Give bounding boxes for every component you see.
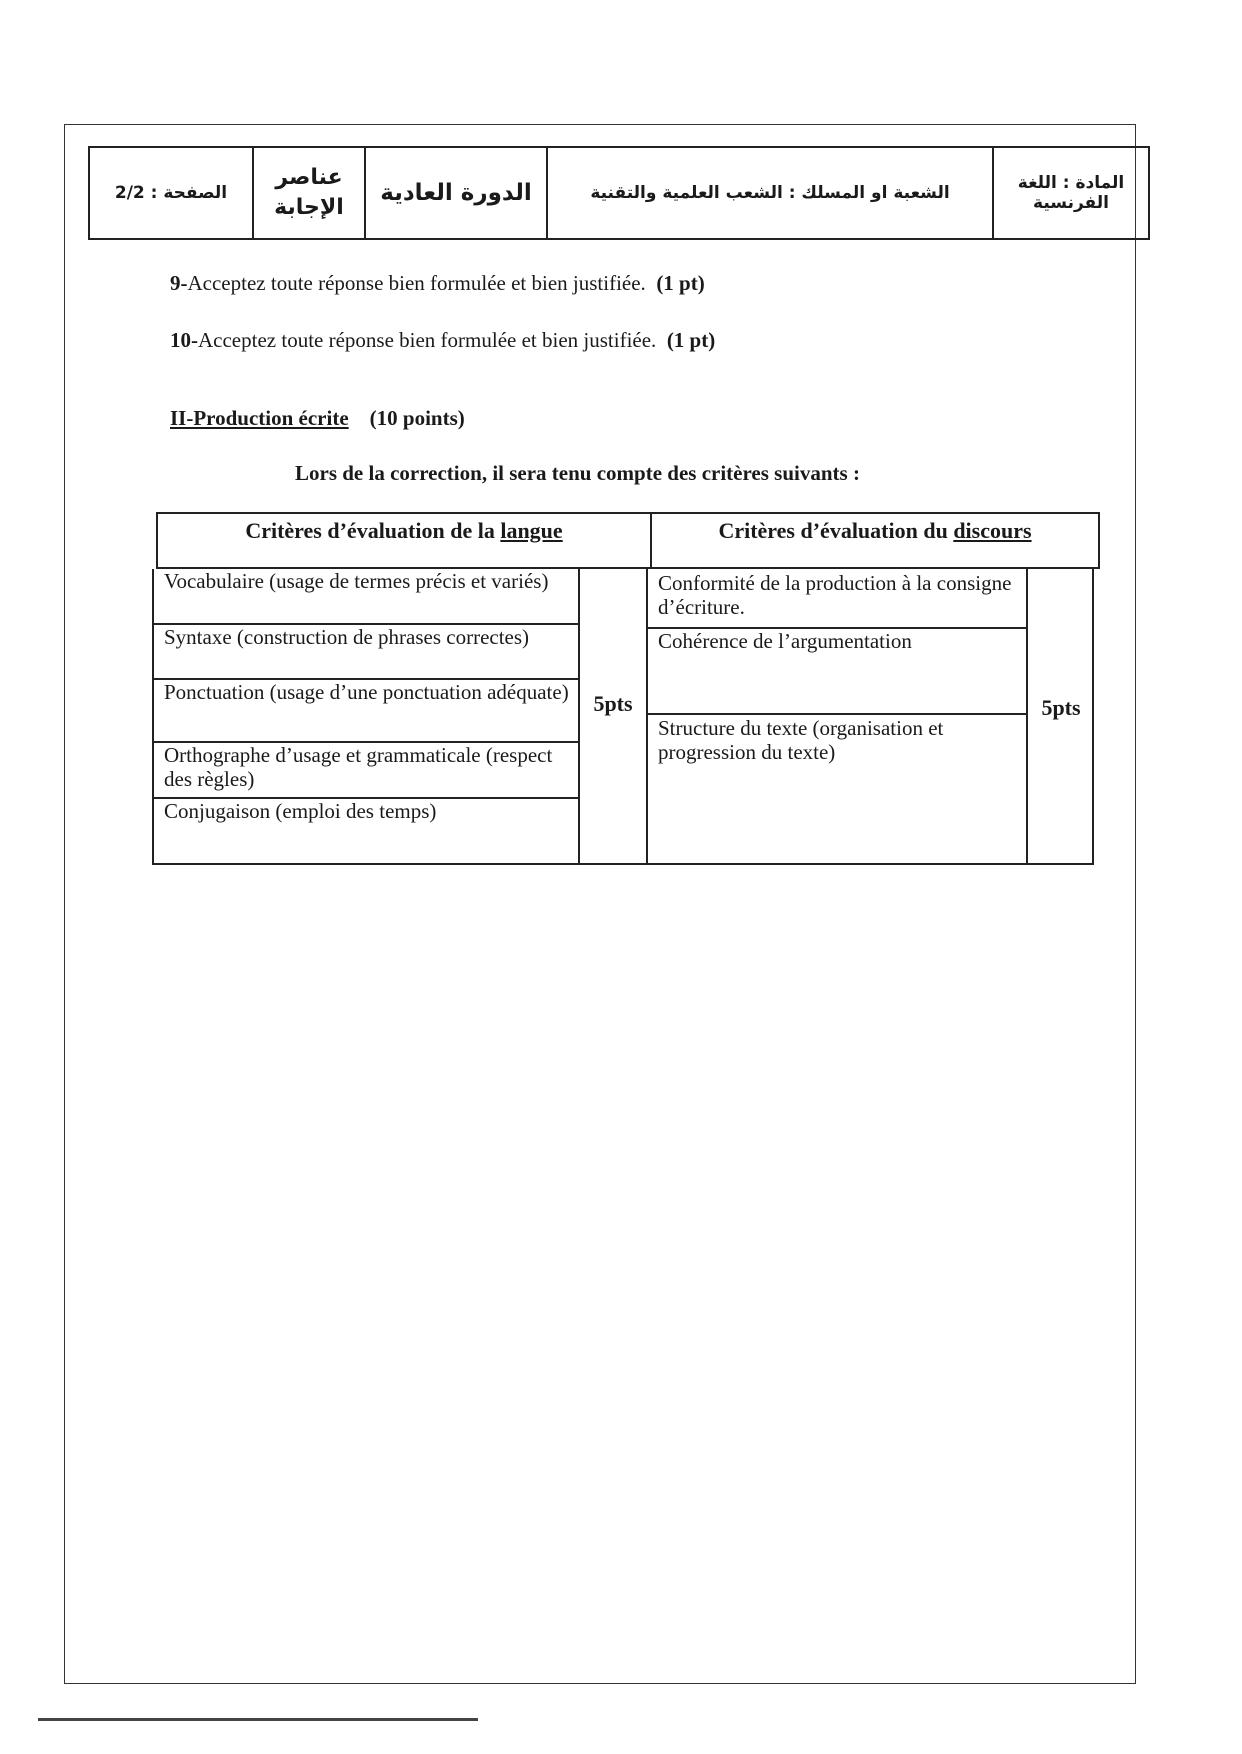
answer-q10-number: 10- — [170, 328, 198, 352]
criteria-orthographe: Orthographe d’usage et grammaticale (respect des règles) — [164, 743, 553, 791]
header-subject: المادة : اللغة الفرنسية — [993, 147, 1149, 239]
discours-criteria-body — [646, 569, 1094, 865]
discours-criteria-header — [650, 512, 1100, 569]
criteria-conformite: Conformité de la production à la consigne d’écriture. — [658, 571, 1012, 619]
criteria-structure: Structure du texte (organisation et progression du texte) — [658, 716, 944, 764]
answer-q10-text: Acceptez toute réponse bien formulée et bien justifiée. — [198, 328, 657, 352]
row-divider — [648, 713, 1026, 715]
criteria-ponctuation: Ponctuation (usage d’une ponctuation adéquate) — [164, 680, 569, 704]
criteria-coherence: Cohérence de l’argumentation — [658, 629, 912, 653]
langue-header-word: langue — [500, 518, 563, 543]
discours-points: 5pts — [1041, 695, 1081, 720]
answer-q10-points: (1 pt) — [666, 328, 716, 352]
header-answer-elements-line1: عناصر — [275, 165, 343, 190]
criteria-vocabulaire: Vocabulaire (usage de termes précis et variés) — [164, 569, 549, 593]
discours-header-prefix: Critères d’évaluation du — [718, 518, 954, 543]
answer-q10 — [170, 327, 715, 353]
langue-criteria-body — [152, 569, 648, 865]
section-points: (10 points) — [369, 406, 465, 430]
langue-points-divider — [578, 569, 580, 865]
discours-header-word: discours — [953, 518, 1032, 543]
header-answer-elements-line2: الإجابة — [274, 195, 344, 220]
page-frame — [64, 124, 1136, 1684]
langue-points: 5pts — [593, 691, 633, 716]
scan-edge-line — [38, 1718, 478, 1721]
header-track: الشعبة او المسلك : الشعب العلمية والتقنية — [547, 147, 993, 239]
criteria-conjugaison: Conjugaison (emploi des temps) — [164, 799, 437, 823]
section-heading — [170, 405, 465, 431]
langue-criteria-header — [156, 512, 652, 569]
answer-q9-number: 9- — [170, 271, 188, 295]
section-title: II-Production écrite — [170, 406, 349, 430]
header-session: الدورة العادية — [365, 147, 547, 239]
answer-q9-points: (1 pt) — [656, 271, 705, 295]
header-answer-elements — [253, 147, 365, 239]
langue-header-prefix: Critères d’évaluation de la — [245, 518, 501, 543]
exam-header — [88, 146, 1150, 240]
answer-q9-text: Acceptez toute réponse bien formulée et bien justifiée. — [187, 271, 646, 295]
section-intro: Lors de la correction, il sera tenu compte des critères suivants : — [295, 461, 860, 485]
criteria-syntaxe: Syntaxe (construction de phrases correctes) — [164, 625, 530, 649]
header-page: الصفحة : 2/2 — [89, 147, 253, 239]
answer-q9 — [170, 270, 705, 296]
